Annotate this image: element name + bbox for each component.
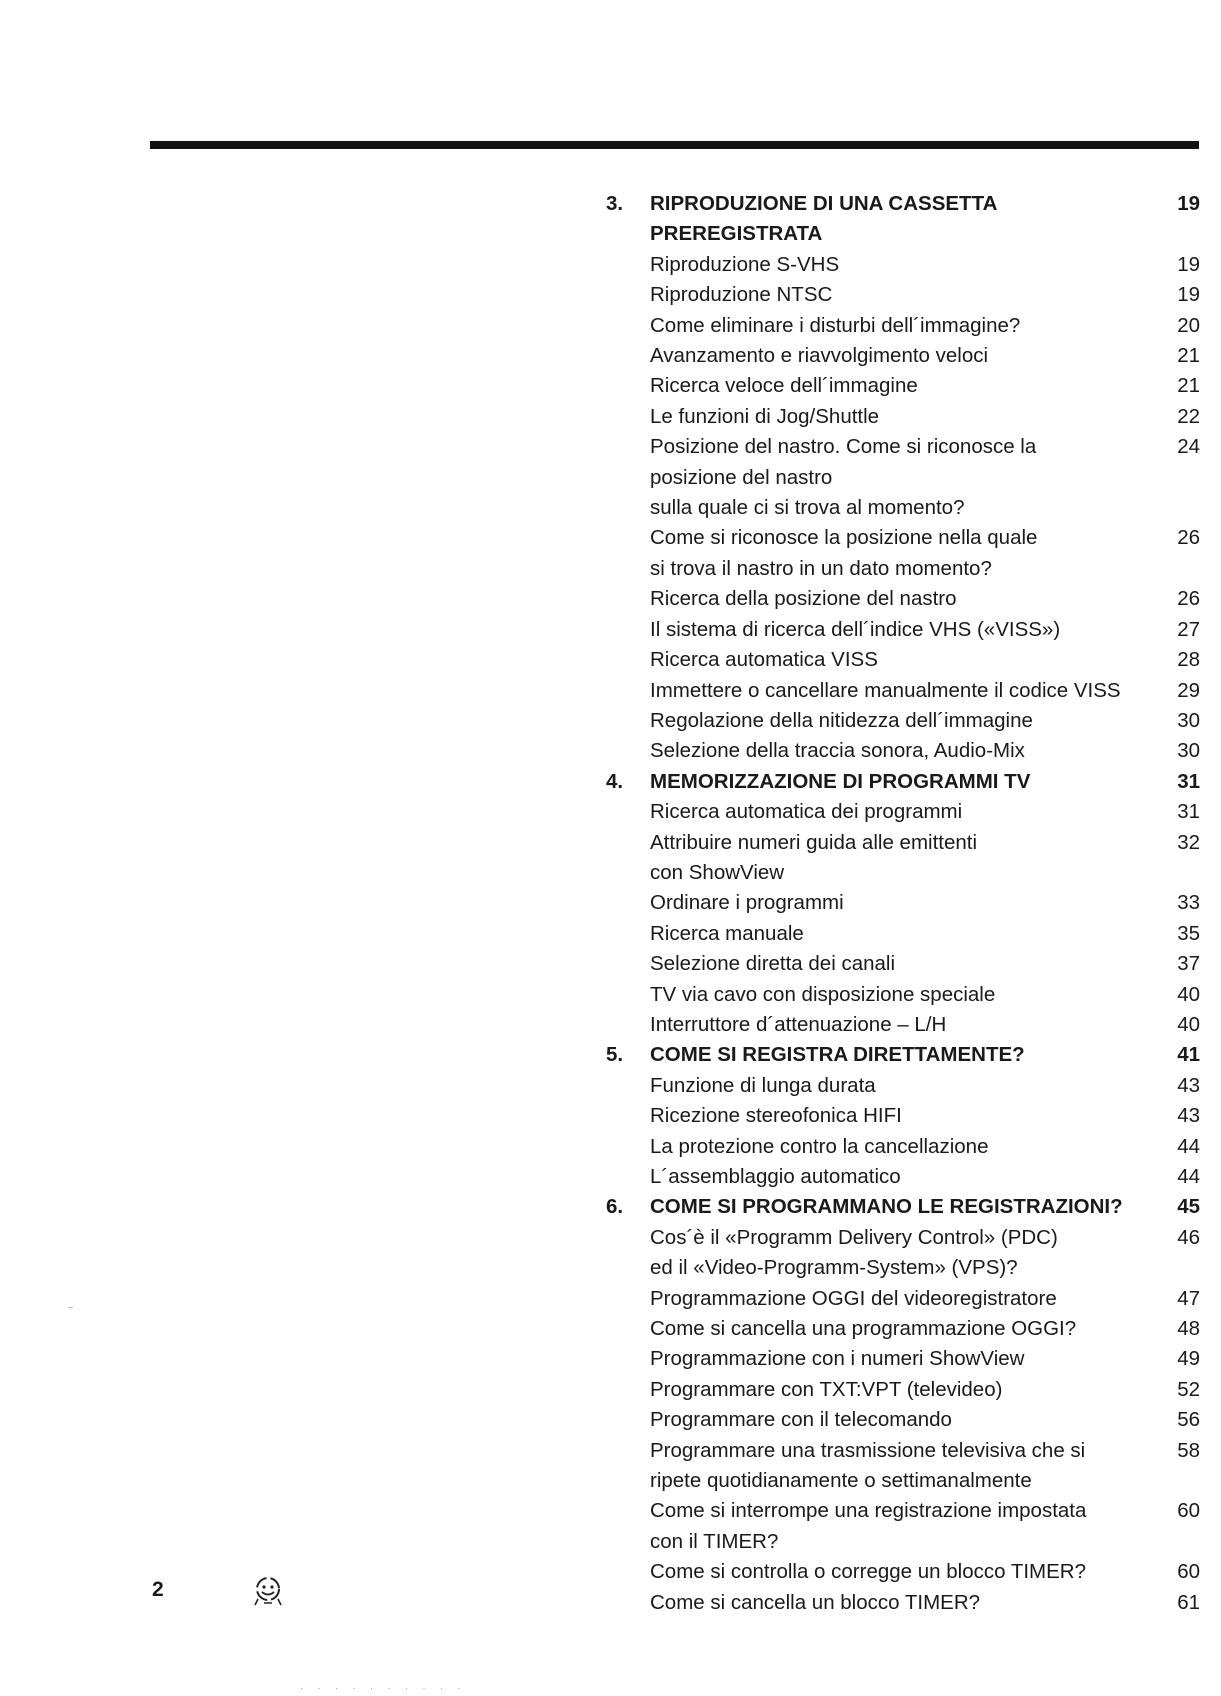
toc-entry: [606, 888, 1200, 918]
toc-entry-page: 24: [1177, 435, 1200, 459]
toc-entry: [606, 1132, 1200, 1162]
toc-entry: [606, 584, 1200, 614]
toc-entry-title: COME SI REGISTRA DIRETTAMENTE?: [650, 1043, 1025, 1067]
toc-entry-page: 32: [1177, 830, 1200, 854]
toc-section: [606, 1040, 1200, 1070]
toc-entry-page: 44: [1177, 1134, 1200, 1158]
toc-entry-page: 21: [1177, 344, 1200, 368]
toc-entry-number: [606, 1071, 650, 1101]
toc-entry: [606, 280, 1200, 310]
toc-entry-number: [606, 1010, 650, 1040]
toc-entry: [606, 1496, 1200, 1557]
toc-entry: [606, 828, 1200, 889]
toc-entry-title: Come eliminare i disturbi dell´immagine?: [650, 313, 1021, 337]
toc-entry-page: 56: [1177, 1408, 1200, 1432]
toc-entry-title: Ricerca automatica VISS: [650, 648, 878, 672]
toc-entry: [606, 1071, 1200, 1101]
toc-entry-page: 43: [1177, 1104, 1200, 1128]
toc-entry-title: Programmare una trasmissione televisiva che si ripete quotidianamente o settimanalmente: [650, 1438, 1086, 1493]
toc-entry-page: 28: [1177, 648, 1200, 672]
toc-entry-number: [606, 949, 650, 979]
toc-entry: [606, 1588, 1200, 1618]
toc-entry-number: [606, 250, 650, 280]
toc-entry-number: [606, 1375, 650, 1405]
toc-entry-title: Come si cancella una programmazione OGGI?: [650, 1317, 1077, 1341]
toc-entry-page: 27: [1177, 617, 1200, 641]
toc-entry: [606, 311, 1200, 341]
toc-entry-number: 5.: [606, 1043, 624, 1067]
toc-entry: [606, 615, 1200, 645]
toc-entry: [606, 1557, 1200, 1587]
toc-entry-title: Come si interrompe una registrazione impostata con il TIMER?: [650, 1499, 1087, 1553]
scan-mark: [68, 1307, 73, 1308]
toc-entry-title: Interruttore d´attenuazione – L/H: [650, 1012, 947, 1036]
top-rule: [150, 141, 1199, 149]
toc-entry-number: [606, 828, 650, 889]
toc-entry: [606, 1162, 1200, 1192]
toc-entry-title: Ricerca veloce dell´immagine: [650, 374, 918, 398]
toc-entry-number: [606, 341, 650, 371]
toc-entry-page: 41: [1177, 1043, 1200, 1067]
toc-entry-page: 30: [1177, 739, 1200, 763]
toc-entry-page: 45: [1177, 1195, 1200, 1219]
toc-entry: [606, 1284, 1200, 1314]
toc-entry-title: COME SI PROGRAMMANO LE REGISTRAZIONI?: [650, 1195, 1123, 1219]
toc-entry-number: [606, 645, 650, 675]
toc-entry-number: [606, 1132, 650, 1162]
toc-entry-title: Regolazione della nitidezza dell´immagine: [650, 708, 1033, 732]
toc-entry: [606, 341, 1200, 371]
toc-entry-page: 40: [1177, 1012, 1200, 1036]
toc-entry-page: 40: [1177, 982, 1200, 1006]
toc-entry-page: 19: [1177, 283, 1200, 307]
toc-entry-title: Come si controlla o corregge un blocco TIMER?: [650, 1560, 1087, 1584]
toc-entry-page: 44: [1177, 1165, 1200, 1188]
toc-entry-number: 3.: [606, 192, 624, 215]
toc-entry-title: Posizione del nastro. Come si riconosce la posizione del nastro sulla quale ci si trova al momento?: [650, 435, 1037, 520]
toc-entry-number: [606, 888, 650, 918]
toc-entry-title: Selezione della traccia sonora, Audio-Mix: [650, 739, 1025, 763]
toc-entry-number: [606, 1557, 650, 1587]
toc-entry: [606, 736, 1200, 766]
toc-entry-number: [606, 1101, 650, 1131]
toc-entry-title: Il sistema di ricerca dell´indice VHS («VISS»): [650, 617, 1061, 641]
toc-entry: [606, 645, 1200, 675]
toc-section: [606, 189, 1200, 250]
toc-entry-title: Riproduzione NTSC: [650, 283, 833, 307]
toc-entry-title: Ricerca manuale: [650, 921, 804, 945]
toc-entry-page: 29: [1177, 678, 1200, 702]
toc-entry-page: 46: [1177, 1225, 1200, 1249]
toc-entry-number: [606, 1314, 650, 1344]
toc-entry: [606, 797, 1200, 827]
toc-entry: [606, 949, 1200, 979]
toc-entry-number: [606, 584, 650, 614]
recycle-icon: [252, 1574, 284, 1608]
toc-entry-title: La protezione contro la cancellazione: [650, 1134, 989, 1158]
toc-entry-title: Come si cancella un blocco TIMER?: [650, 1590, 981, 1614]
toc-entry-number: [606, 1162, 650, 1192]
toc-entry-page: 26: [1177, 587, 1200, 611]
toc-entry-number: [606, 523, 650, 584]
toc-entry-page: 49: [1177, 1347, 1200, 1371]
toc-entry-title: Programmare con TXT:VPT (televideo): [650, 1377, 1003, 1401]
toc-entry-page: 22: [1177, 404, 1200, 428]
toc-entry-number: [606, 706, 650, 736]
toc-entry-title: Programmare con il telecomando: [650, 1408, 952, 1432]
toc-entry: [606, 1436, 1200, 1497]
toc-entry-number: [606, 1223, 650, 1284]
toc-entry-title: Ricerca della posizione del nastro: [650, 587, 957, 611]
toc-entry-title: Riproduzione S-VHS: [650, 252, 840, 276]
toc-entry: [606, 1344, 1200, 1374]
toc-entry: [606, 523, 1200, 584]
toc-entry-page: 26: [1177, 526, 1200, 550]
toc-entry-number: [606, 311, 650, 341]
toc-entry: [606, 371, 1200, 401]
toc-entry-number: [606, 1436, 650, 1497]
toc-entry: [606, 250, 1200, 280]
toc-entry: [606, 432, 1200, 523]
toc-entry: [606, 919, 1200, 949]
toc-entry: [606, 1010, 1200, 1040]
toc-entry-page: 60: [1177, 1560, 1200, 1584]
toc-entry-number: 4.: [606, 769, 624, 793]
toc-entry: [606, 980, 1200, 1010]
toc-entry-number: [606, 1405, 650, 1435]
toc-entry-number: [606, 371, 650, 401]
toc-entry-page: 19: [1177, 252, 1200, 276]
toc-entry-number: [606, 797, 650, 827]
toc-entry-page: 31: [1177, 769, 1200, 793]
toc-entry: [606, 1375, 1200, 1405]
toc-entry-page: 61: [1177, 1590, 1200, 1614]
page-number: 2: [152, 1578, 164, 1601]
toc-entry-number: [606, 980, 650, 1010]
toc-entry-page: 37: [1177, 952, 1200, 976]
toc-entry-title: Programmazione OGGI del videoregistratore: [650, 1286, 1057, 1310]
toc-entry-page: 48: [1177, 1317, 1200, 1341]
toc-entry-page: 30: [1177, 708, 1200, 732]
toc-section: [606, 1192, 1200, 1222]
toc-entry: [606, 676, 1200, 706]
toc-entry-number: [606, 1344, 650, 1374]
toc-entry-number: [606, 1588, 650, 1618]
toc-entry-page: 31: [1177, 800, 1200, 824]
toc-entry-number: [606, 402, 650, 432]
toc-entry-title: Funzione di lunga durata: [650, 1073, 876, 1097]
toc-entry-title: Avanzamento e riavvolgimento veloci: [650, 344, 989, 368]
toc-entry-number: [606, 432, 650, 523]
toc-entry-number: [606, 736, 650, 766]
toc-entry-page: 43: [1177, 1073, 1200, 1097]
toc-entry-number: [606, 1496, 650, 1557]
toc-entry-page: 21: [1177, 374, 1200, 398]
toc-entry-page: 33: [1177, 891, 1200, 915]
toc-entry: [606, 1223, 1200, 1284]
toc-entry-page: 35: [1177, 921, 1200, 945]
table-of-contents: [606, 189, 1200, 1618]
toc-entry-title: Come si riconosce la posizione nella quale si trova il nastro in un dato momento?: [650, 526, 1038, 580]
toc-entry-title: Le funzioni di Jog/Shuttle: [650, 404, 880, 428]
toc-entry-title: RIPRODUZIONE DI UNA CASSETTA PREREGISTRATA: [650, 192, 998, 246]
toc-entry-number: [606, 919, 650, 949]
toc-entry: [606, 1101, 1200, 1131]
toc-entry: [606, 1405, 1200, 1435]
toc-entry-title: MEMORIZZAZIONE DI PROGRAMMI TV: [650, 769, 1031, 793]
footer-print-marks: · · · · · · · · · ·: [300, 1683, 467, 1693]
toc-entry-page: 52: [1177, 1377, 1200, 1401]
toc-entry-number: [606, 676, 650, 706]
toc-entry-title: Selezione diretta dei canali: [650, 952, 896, 976]
toc-entry-title: Ordinare i programmi: [650, 891, 844, 915]
toc-entry-title: Ricezione stereofonica HIFI: [650, 1104, 902, 1128]
toc-entry-title: Attribuire numeri guida alle emittenti con ShowView: [650, 830, 978, 884]
toc-entry-page: 19: [1177, 192, 1200, 215]
toc-entry: [606, 706, 1200, 736]
toc-entry-page: 58: [1177, 1438, 1200, 1462]
toc-entry-title: Immettere o cancellare manualmente il codice VISS: [650, 678, 1121, 702]
toc-entry-number: 6.: [606, 1195, 624, 1219]
toc-entry-title: Cos´è il «Programm Delivery Control» (PDC) ed il «Video-Programm-System» (VPS)?: [650, 1225, 1058, 1280]
toc-entry-title: Ricerca automatica dei programmi: [650, 800, 963, 824]
toc-entry-page: 47: [1177, 1286, 1200, 1310]
toc-entry-number: [606, 1284, 650, 1314]
toc-entry-number: [606, 615, 650, 645]
toc-entry-title: L´assemblaggio automatico: [650, 1165, 901, 1188]
toc-entry-number: [606, 280, 650, 310]
toc-entry-page: 60: [1177, 1499, 1200, 1523]
toc-entry: [606, 1314, 1200, 1344]
toc-entry-title: TV via cavo con disposizione speciale: [650, 982, 996, 1006]
toc-entry-title: Programmazione con i numeri ShowView: [650, 1347, 1025, 1371]
toc-entry: [606, 402, 1200, 432]
toc-section: [606, 767, 1200, 797]
toc-entry-page: 20: [1177, 313, 1200, 337]
